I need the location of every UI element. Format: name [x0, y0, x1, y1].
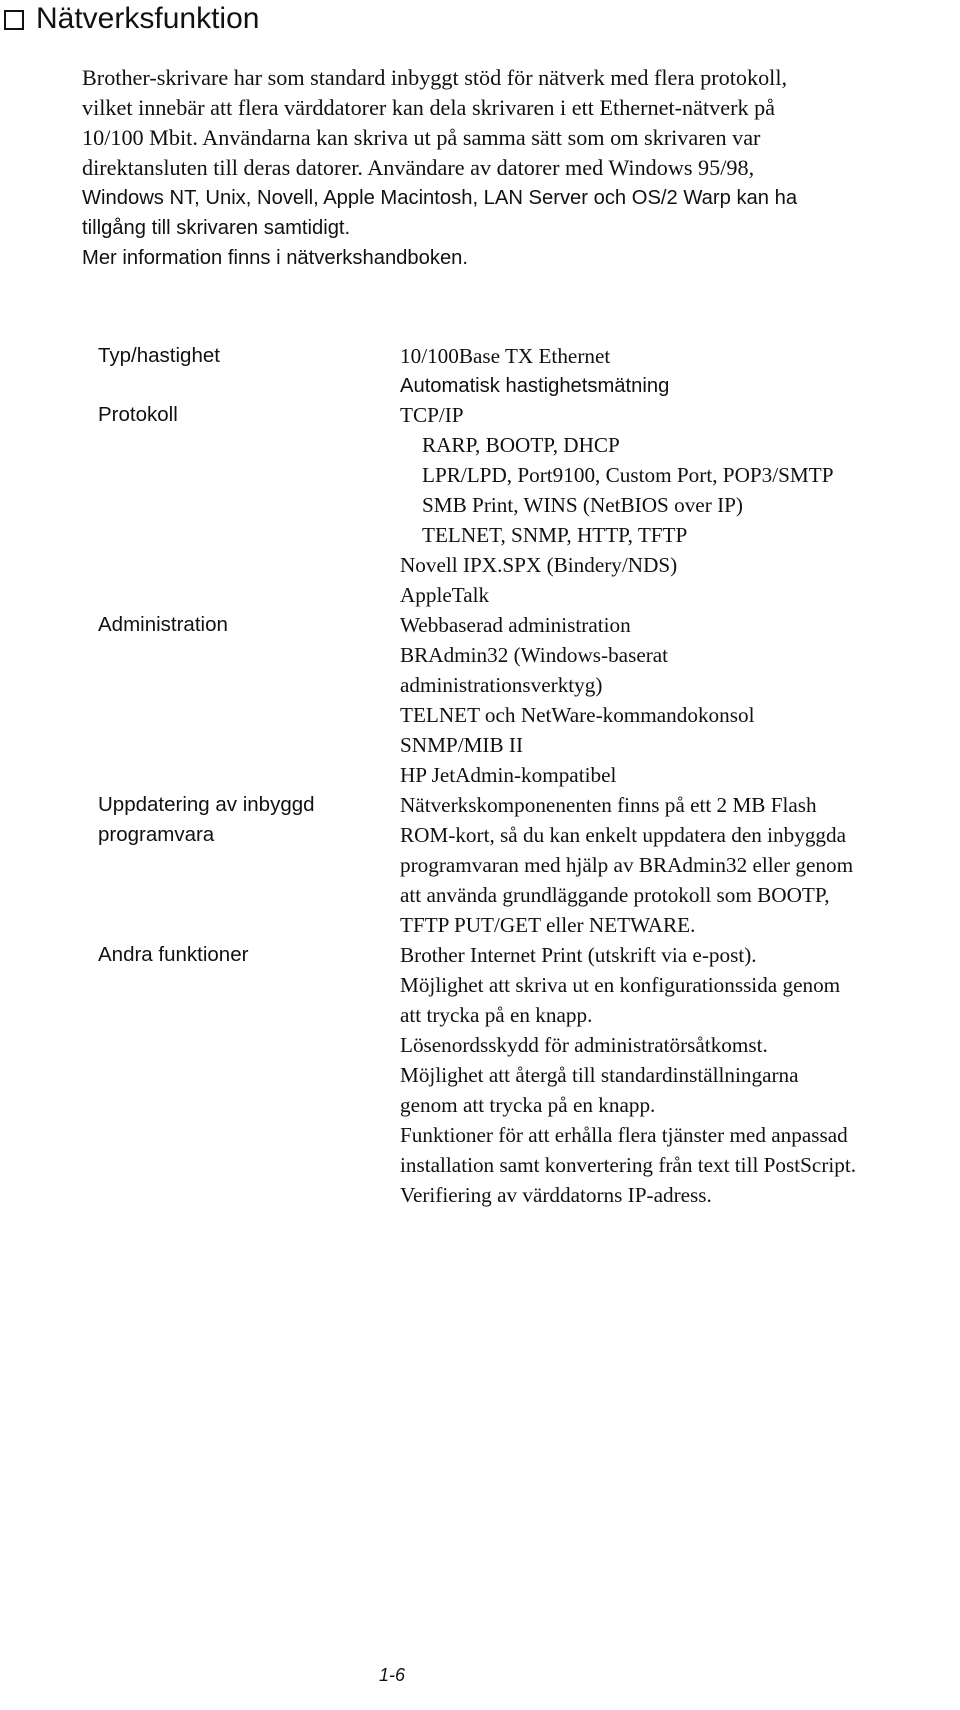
spec-value: TELNET, SNMP, HTTP, TFTP [422, 523, 688, 547]
spec-value: SMB Print, WINS (NetBIOS over IP) [422, 493, 743, 517]
intro-line: Windows NT, Unix, Novell, Apple Macintosh, LAN Server och OS/2 Warp kan ha [82, 187, 798, 209]
spec-value: Brother Internet Print (utskrift via e-post). [400, 943, 757, 967]
spec-value: Lösenordsskydd för administratörsåtkomst. [400, 1033, 768, 1057]
spec-value: SNMP/MIB II [400, 733, 524, 757]
intro-paragraph [82, 63, 942, 273]
spec-value: TCP/IP [400, 403, 464, 427]
spec-value: TELNET och NetWare-kommandokonsol [400, 703, 755, 727]
spec-value: att trycka på en knapp. [400, 1003, 593, 1027]
spec-value: AppleTalk [400, 583, 490, 607]
spec-value: TFTP PUT/GET eller NETWARE. [400, 913, 696, 937]
section-heading [4, 2, 259, 36]
spec-value: HP JetAdmin-kompatibel [400, 763, 617, 787]
spec-value: Nätverkskomponenenten finns på ett 2 MB Flash [400, 793, 817, 817]
spec-value: BRAdmin32 (Windows-baserat [400, 643, 669, 667]
spec-label-protokoll: Protokoll [98, 403, 178, 426]
intro-line: Mer information finns i nätverkshandboken. [82, 247, 469, 269]
spec-value: genom att trycka på en knapp. [400, 1093, 656, 1117]
spec-value: Novell IPX.SPX (Bindery/NDS) [400, 553, 678, 577]
spec-label-administration: Administration [98, 613, 228, 636]
spec-value: Möjlighet att återgå till standardinställningarna [400, 1063, 799, 1087]
intro-line: tillgång till skrivaren samtidigt. [82, 217, 351, 239]
spec-value: Automatisk hastighetsmätning [400, 375, 670, 397]
spec-value: installation samt konvertering från text till PostScript. [400, 1153, 857, 1177]
spec-label-uppdatering: Uppdatering av inbyggd [98, 793, 315, 816]
spec-value: RARP, BOOTP, DHCP [422, 433, 620, 457]
spec-value: Verifiering av värddatorns IP-adress. [400, 1183, 712, 1207]
checkbox-icon [4, 10, 24, 30]
spec-value: LPR/LPD, Port9100, Custom Port, POP3/SMTP [422, 463, 834, 487]
spec-value: administrationsverktyg) [400, 673, 603, 697]
intro-line: direktansluten till deras datorer. Användare av datorer med Windows 95/98, [82, 155, 755, 180]
spec-label-typ-hastighet: Typ/hastighet [98, 344, 220, 367]
spec-value: 10/100Base TX Ethernet [400, 344, 611, 368]
spec-value: Möjlighet att skriva ut en konfigurationssida genom [400, 973, 841, 997]
spec-value: ROM-kort, så du kan enkelt uppdatera den inbyggda [400, 823, 847, 847]
spec-value: Funktioner för att erhålla flera tjänster med anpassad [400, 1123, 848, 1147]
spec-value: programvaran med hjälp av BRAdmin32 eller genom [400, 853, 854, 877]
section-title: Nätverksfunktion [36, 2, 260, 35]
spec-label-andra-funktioner: Andra funktioner [98, 943, 249, 966]
intro-line: Brother-skrivare har som standard inbyggt stöd för nätverk med flera protokoll, [82, 65, 788, 90]
spec-label-uppdatering: programvara [98, 823, 215, 846]
intro-line: 10/100 Mbit. Användarna kan skriva ut på samma sätt som om skrivaren var [82, 125, 761, 150]
page-number: 1-6 [379, 1665, 406, 1685]
spec-value: att använda grundläggande protokoll som BOOTP, [400, 883, 830, 907]
spec-value: Webbaserad administration [400, 613, 631, 637]
intro-line: vilket innebär att flera värddatorer kan dela skrivaren i ett Ethernet-nätverk på [82, 95, 776, 120]
